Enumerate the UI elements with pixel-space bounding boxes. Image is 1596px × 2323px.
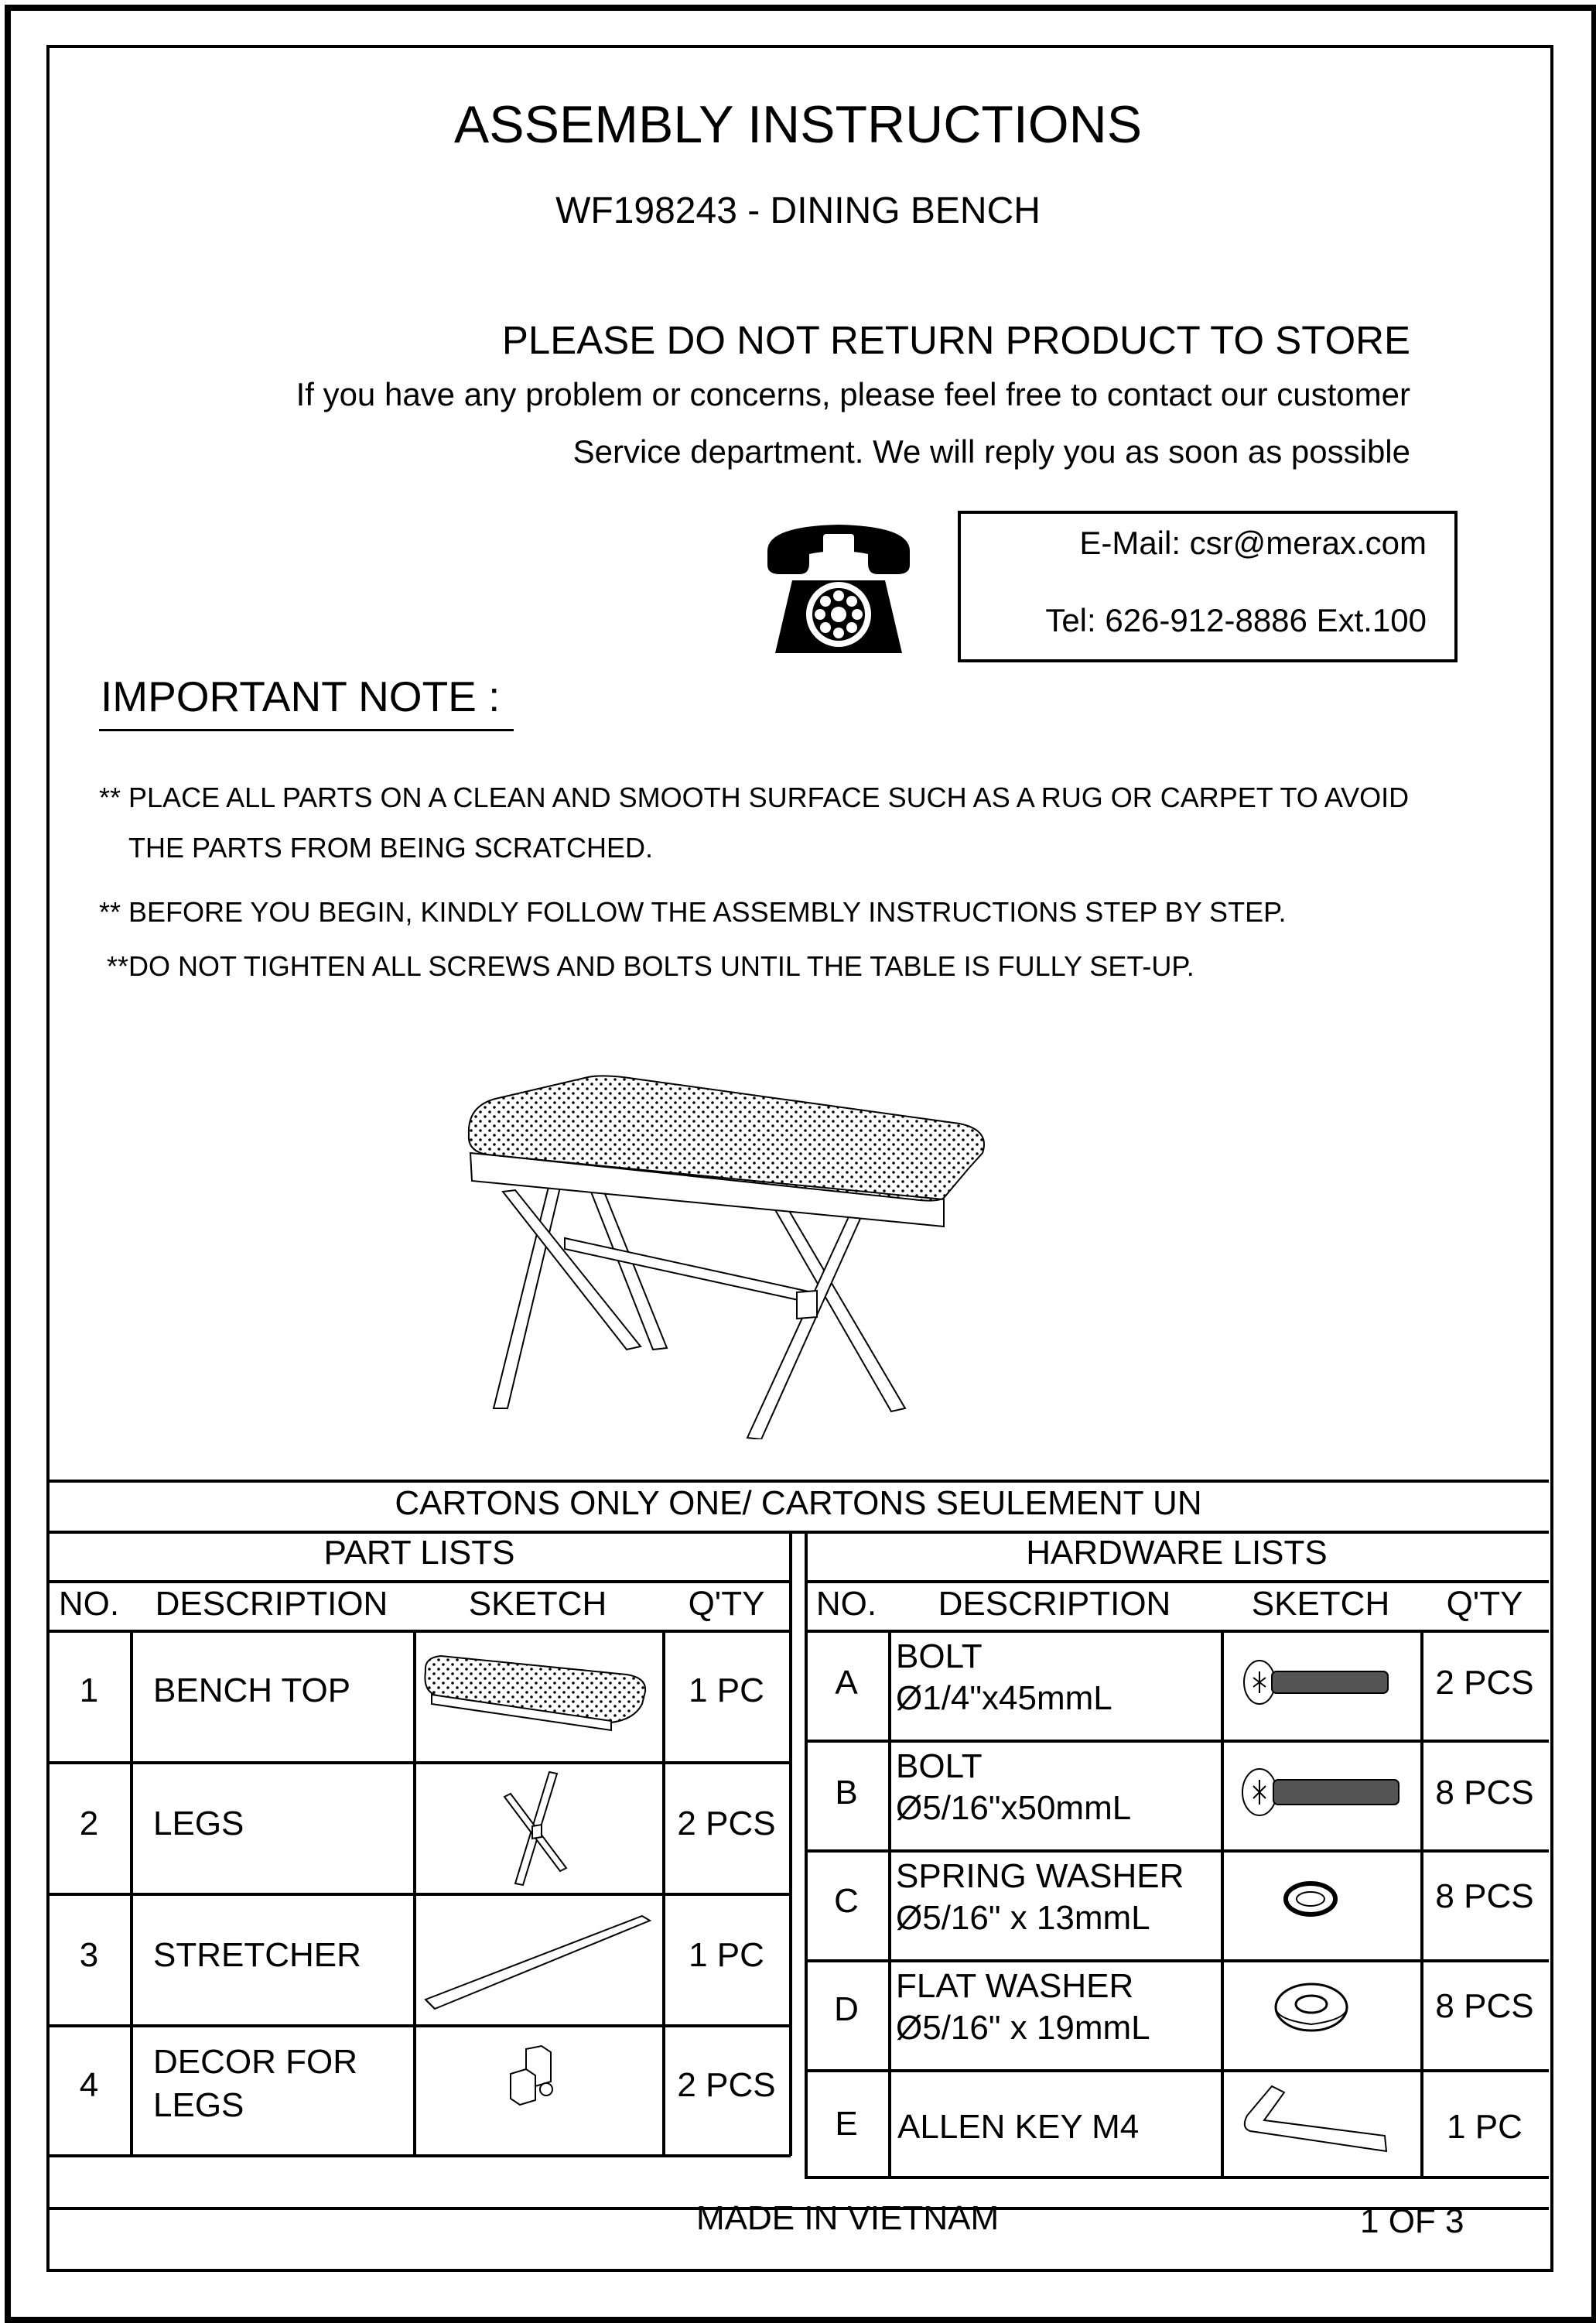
hardware-qty: 1 PC: [1447, 2108, 1523, 2146]
hardware-col-qty: Q'TY: [1446, 1585, 1523, 1623]
bolt-sketch: [1238, 1651, 1400, 1713]
legs-sketch: [495, 1766, 580, 1890]
important-note-heading: IMPORTANT NOTE :: [101, 672, 501, 720]
hardware-col-sketch: SKETCH: [1251, 1585, 1390, 1623]
notice-line-1: If you have any problem or concerns, please feel free to contact our customer: [296, 376, 1410, 412]
parts-list-header: PART LISTS: [323, 1534, 515, 1572]
hardware-name: BOLT: [896, 1637, 983, 1675]
spring-washer-sketch: [1280, 1876, 1341, 1922]
part-qty: 2 PCS: [677, 1805, 776, 1842]
hardware-no: B: [835, 1774, 858, 1812]
allen-key-sketch: [1230, 2077, 1400, 2170]
part-description: LEGS: [153, 1805, 244, 1842]
hardware-qty: 8 PCS: [1435, 1877, 1534, 1915]
flat-washer-sketch: [1269, 1976, 1354, 2038]
part-qty: 2 PCS: [677, 2066, 776, 2104]
notice-line-2: Service department. We will reply you as soon as possible: [572, 433, 1410, 470]
part-no: 2: [79, 1805, 99, 1842]
decor-sketch: [503, 2043, 565, 2113]
note-line-4: **DO NOT TIGHTEN ALL SCREWS AND BOLTS UNTIL THE TABLE IS FULLY SET-UP.: [107, 950, 1194, 982]
hardware-name: SPRING WASHER: [896, 1857, 1184, 1895]
telephone-icon: [761, 520, 916, 659]
hardware-qty: 2 PCS: [1435, 1664, 1534, 1702]
part-description: BENCH TOP: [153, 1671, 351, 1709]
hardware-list-header: HARDWARE LISTS: [1026, 1534, 1328, 1572]
note-line-1: ** PLACE ALL PARTS ON A CLEAN AND SMOOTH SURFACE SUCH AS A RUG OR CARPET TO AVOID: [99, 782, 1410, 813]
hardware-no: E: [835, 2105, 858, 2143]
part-no: 4: [79, 2066, 99, 2104]
note-line-2: THE PARTS FROM BEING SCRATCHED.: [128, 832, 654, 864]
part-description: STRETCHER: [153, 1936, 361, 1974]
hardware-spec: Ø5/16"x50mmL: [896, 1789, 1132, 1827]
hardware-qty: 8 PCS: [1435, 1987, 1534, 2025]
document-subtitle: WF198243 - DINING BENCH: [555, 190, 1041, 231]
parts-col-no: NO.: [58, 1585, 120, 1623]
contact-box: [958, 511, 1458, 662]
hardware-spec: Ø5/16" x 19mmL: [896, 2009, 1150, 2047]
hardware-no: C: [834, 1882, 859, 1920]
hardware-qty: 8 PCS: [1435, 1774, 1534, 1812]
hardware-name: FLAT WASHER: [896, 1967, 1134, 2005]
parts-col-sketch: SKETCH: [468, 1585, 607, 1623]
important-note-underline: [99, 729, 514, 731]
carton-header: CARTONS ONLY ONE/ CARTONS SEULEMENT UN: [395, 1484, 1202, 1522]
part-description-line-1: DECOR FOR: [153, 2043, 357, 2081]
parts-col-description: DESCRIPTION: [155, 1585, 388, 1623]
hardware-col-description: DESCRIPTION: [938, 1585, 1171, 1623]
stretcher-sketch: [418, 1900, 658, 2017]
bolt-sketch: [1238, 1761, 1408, 1823]
part-qty: 1 PC: [689, 1671, 764, 1709]
hardware-no: A: [835, 1664, 858, 1702]
part-no: 3: [79, 1936, 99, 1974]
parts-col-qty: Q'TY: [688, 1585, 765, 1623]
hardware-name: BOLT: [896, 1747, 983, 1785]
contact-email[interactable]: E-Mail: csr@merax.com: [1079, 525, 1427, 561]
note-line-3: ** BEFORE YOU BEGIN, KINDLY FOLLOW THE ASSEMBLY INSTRUCTIONS STEP BY STEP.: [99, 896, 1287, 928]
made-in-label: MADE IN VIETNAM: [696, 2199, 1000, 2237]
hardware-no: D: [834, 1990, 859, 2028]
part-qty: 1 PC: [689, 1936, 764, 1974]
page-number: 1 OF 3: [1360, 2202, 1464, 2240]
part-description-line-2: LEGS: [153, 2086, 244, 2124]
hardware-name: ALLEN KEY M4: [897, 2108, 1140, 2146]
contact-phone[interactable]: Tel: 626-912-8886 Ext.100: [1045, 602, 1427, 638]
bench-illustration: [464, 1068, 1006, 1439]
bench-top-sketch: [418, 1648, 658, 1749]
return-notice-heading: PLEASE DO NOT RETURN PRODUCT TO STORE: [501, 318, 1410, 362]
document-title: ASSEMBLY INSTRUCTIONS: [453, 95, 1143, 154]
hardware-col-no: NO.: [815, 1585, 877, 1623]
hardware-spec: Ø5/16" x 13mmL: [896, 1899, 1150, 1937]
part-no: 1: [79, 1671, 99, 1709]
hardware-spec: Ø1/4"x45mmL: [896, 1679, 1112, 1717]
